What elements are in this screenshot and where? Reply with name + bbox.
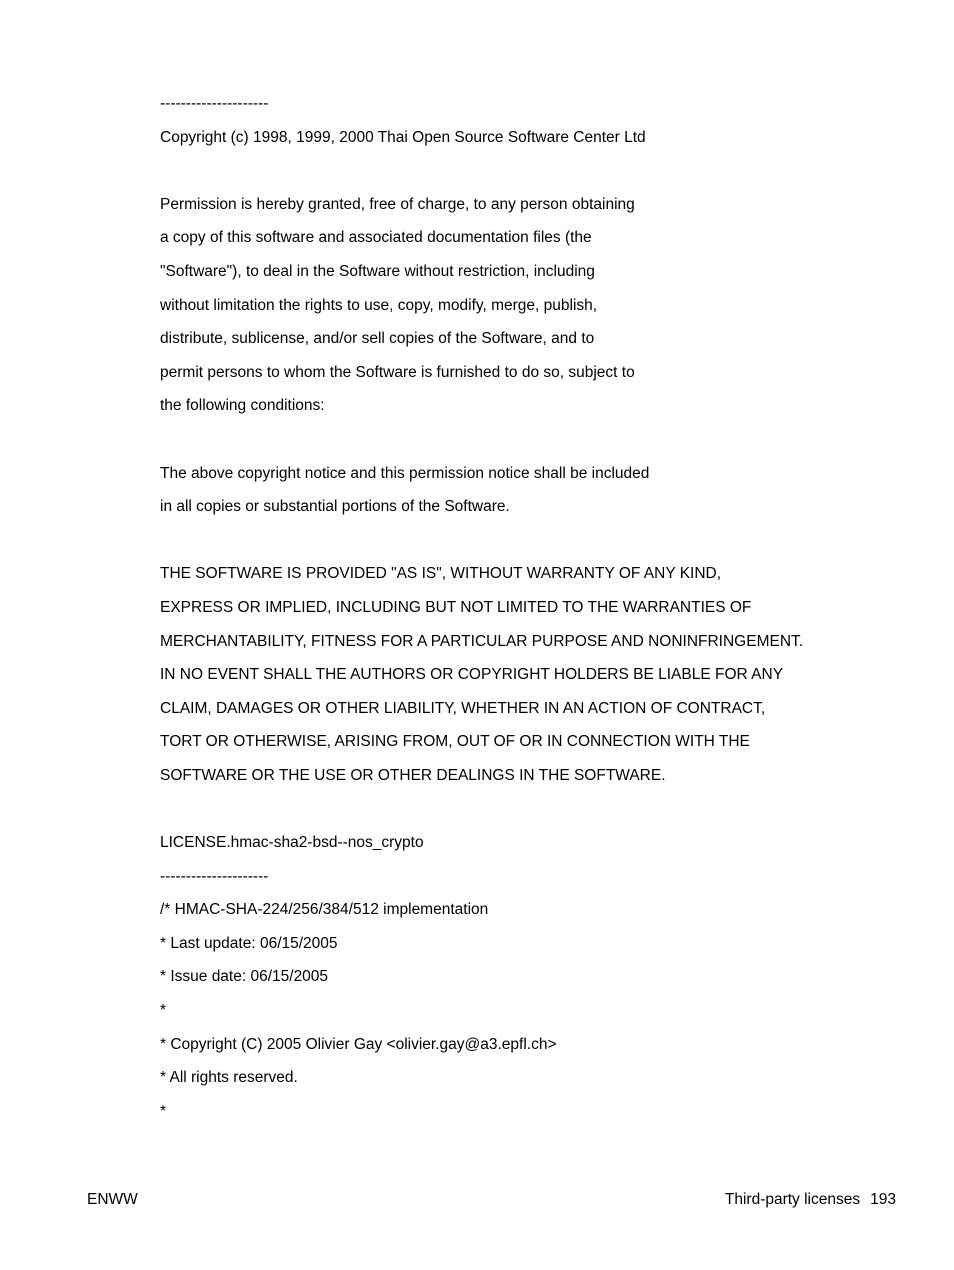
text-line: --------------------- [160,95,269,112]
license-text-block [160,93,920,1134]
footer-section-title: Third-party licenses [724,1191,861,1208]
text-line: The above copyright notice and this permission notice shall be included [160,464,650,482]
page-footer [87,1189,896,1213]
text-line: CLAIM, DAMAGES OR OTHER LIABILITY, WHETHER IN AN ACTION OF CONTRACT, [160,699,766,717]
text-line: * Issue date: 06/15/2005 [160,968,329,986]
text-line: THE SOFTWARE IS PROVIDED "AS IS", WITHOUT WARRANTY OF ANY KIND, [160,565,722,583]
footer-left-label: ENWW [87,1191,138,1208]
text-line: "Software"), to deal in the Software without restriction, including [160,262,595,280]
text-line: the following conditions: [160,397,325,415]
page-number: 193 [870,1191,896,1208]
text-line: without limitation the rights to use, copy, modify, merge, publish, [160,296,598,314]
blank-line [160,530,920,564]
blank-line [160,160,920,194]
text-line: a copy of this software and associated documentation files (the [160,229,592,247]
blank-line [160,798,920,832]
text-line: * [160,1102,167,1120]
text-line: * [160,1002,167,1020]
text-line: Copyright (c) 1998, 1999, 2000 Thai Open Source Software Center Ltd [160,128,646,146]
text-line: /* HMAC-SHA-224/256/384/512 implementation [160,901,489,919]
text-line: SOFTWARE OR THE USE OR OTHER DEALINGS IN THE SOFTWARE. [160,766,666,784]
text-line: EXPRESS OR IMPLIED, INCLUDING BUT NOT LIMITED TO THE WARRANTIES OF [160,598,752,616]
text-line: Permission is hereby granted, free of charge, to any person obtaining [160,195,635,213]
text-line: LICENSE.hmac-sha2-bsd--nos_crypto [160,834,424,852]
text-line: IN NO EVENT SHALL THE AUTHORS OR COPYRIGHT HOLDERS BE LIABLE FOR ANY [160,666,784,684]
footer-right [725,1189,896,1211]
blank-line [160,429,920,463]
text-line: * Last update: 06/15/2005 [160,934,338,952]
text-line: distribute, sublicense, and/or sell copies of the Software, and to [160,330,595,348]
text-line: * Copyright (C) 2005 Olivier Gay <olivier.gay@a3.epfl.ch> [160,1035,557,1053]
text-line: MERCHANTABILITY, FITNESS FOR A PARTICULAR PURPOSE AND NONINFRINGEMENT. [160,632,804,650]
text-line: in all copies or substantial portions of the Software. [160,498,510,516]
text-line: permit persons to whom the Software is furnished to do so, subject to [160,363,635,381]
text-line: TORT OR OTHERWISE, ARISING FROM, OUT OF OR IN CONNECTION WITH THE [160,733,750,751]
text-line: * All rights reserved. [160,1069,298,1087]
text-line: --------------------- [160,867,269,885]
